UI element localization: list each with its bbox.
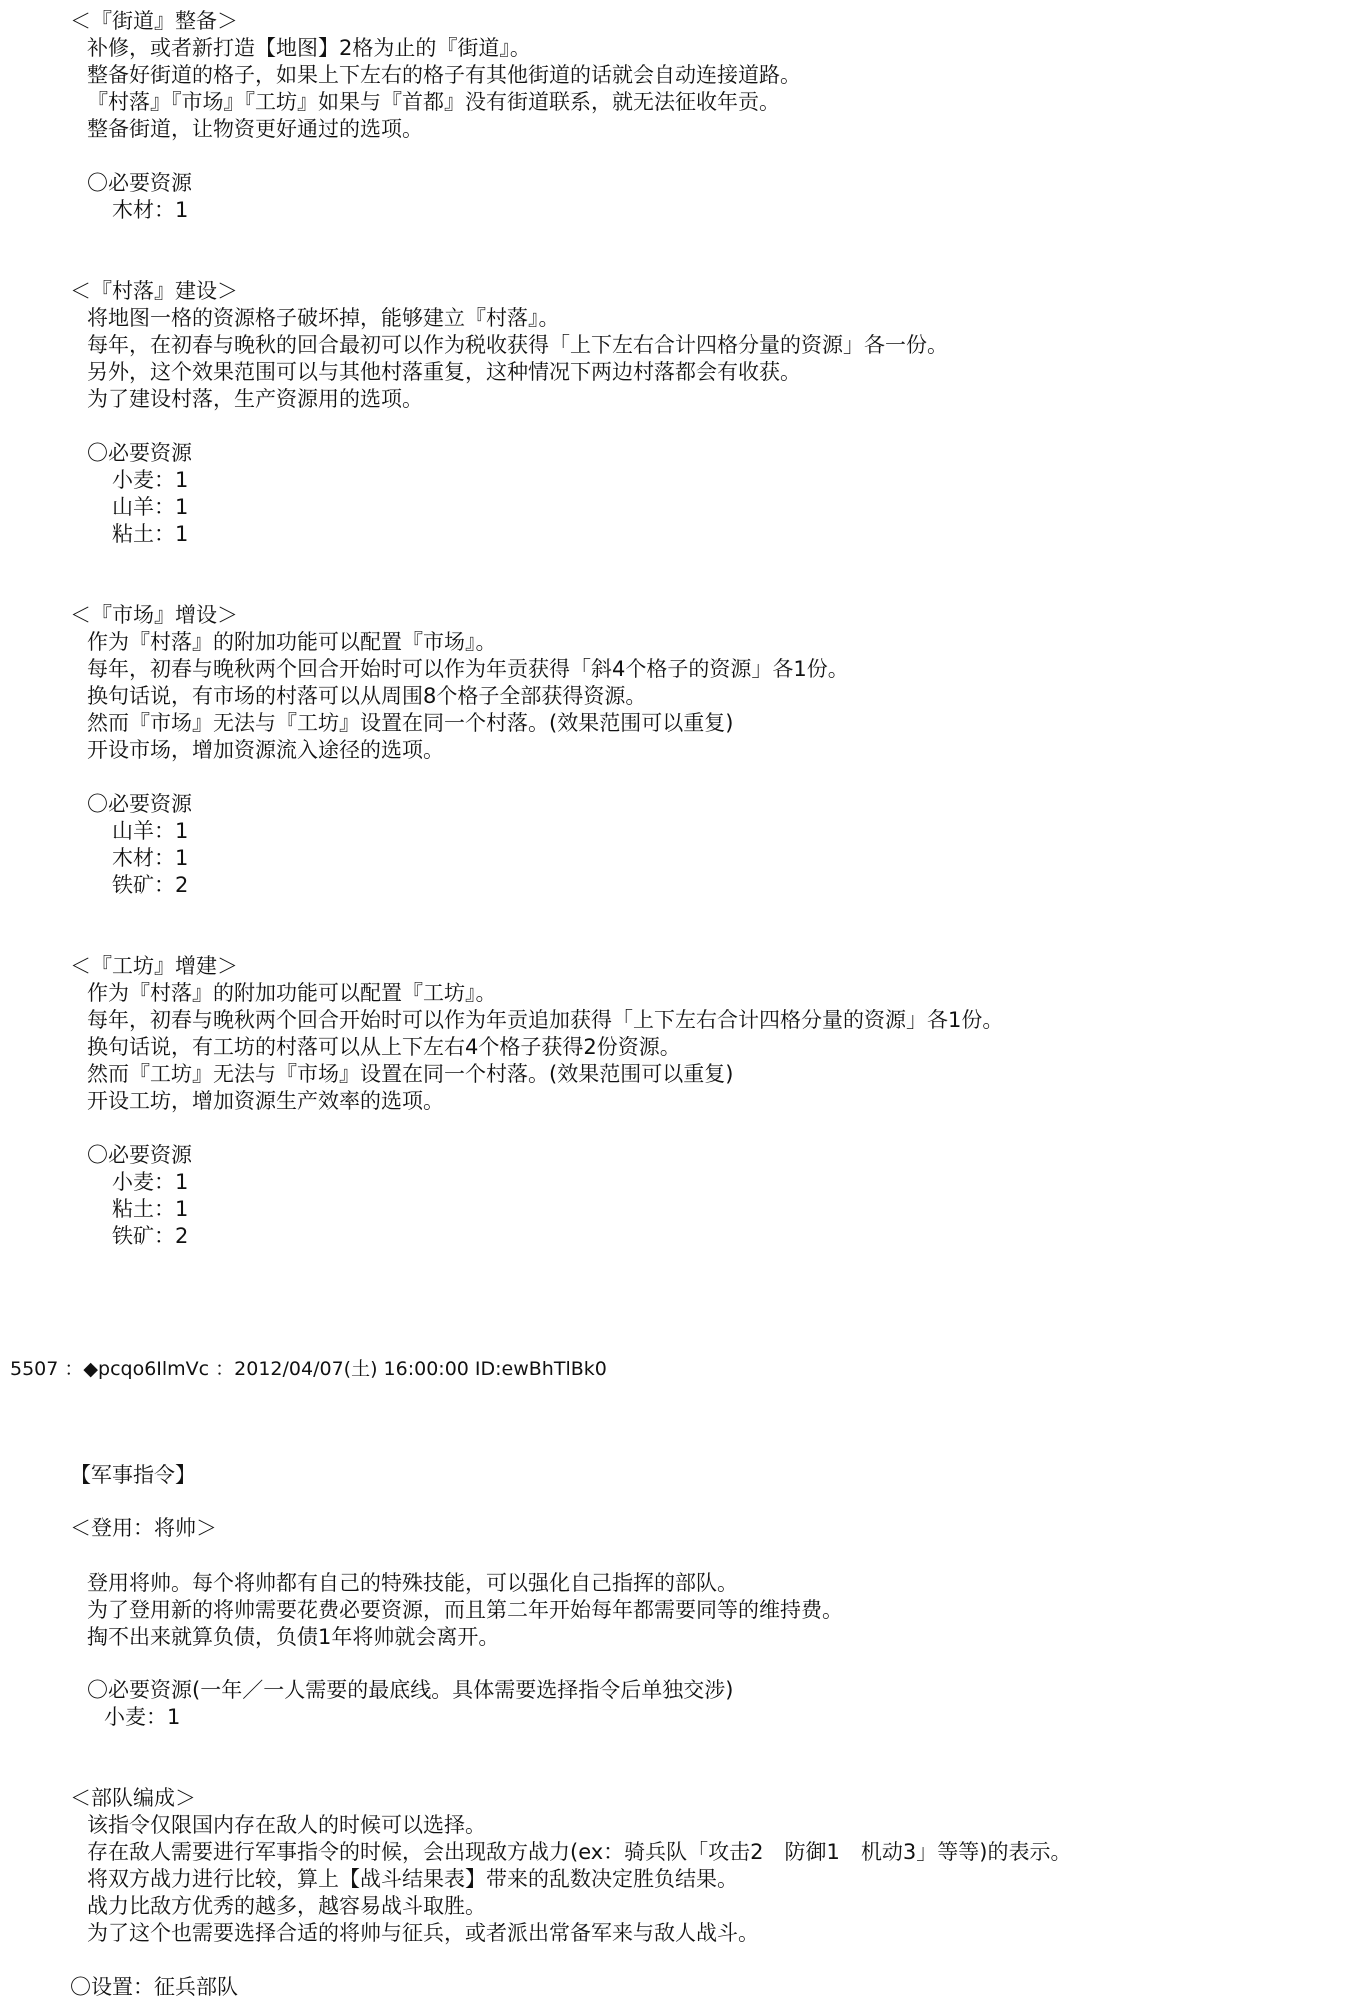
general-resource-1: 小麦：1 [104, 1705, 181, 1729]
section-title-market: ＜『市场』增设＞ [70, 603, 238, 627]
troops-line-5: 为了这个也需要选择合适的将帅与征兵，或者派出常备军来与敌人战斗。 [87, 1921, 759, 1945]
village-resources-label: 〇必要资源 [87, 441, 192, 465]
market-resource-1: 山羊：1 [112, 819, 189, 843]
market-line-2: 每年，初春与晚秋两个回合开始时可以作为年贡获得「斜4个格子的资源」各1份。 [87, 657, 849, 681]
village-line-4: 为了建设村落，生产资源用的选项。 [87, 387, 423, 411]
workshop-line-4: 然而『工坊』无法与『市场』设置在同一个村落。(效果范围可以重复) [87, 1062, 734, 1086]
workshop-line-5: 开设工坊，增加资源生产效率的选项。 [87, 1089, 444, 1113]
workshop-line-3: 换句话说，有工坊的村落可以从上下左右4个格子获得2份资源。 [87, 1035, 681, 1059]
section-title-roads: ＜『街道』整备＞ [70, 9, 238, 33]
workshop-resource-1: 小麦：1 [112, 1170, 189, 1194]
troops-line-4: 战力比敌方优秀的越多，越容易战斗取胜。 [87, 1894, 486, 1918]
troops-line-1: 该指令仅限国内存在敌人的时候可以选择。 [87, 1813, 486, 1837]
section-title-workshop: ＜『工坊』增建＞ [70, 954, 238, 978]
market-resource-3: 铁矿：2 [112, 873, 189, 897]
market-line-5: 开设市场，增加资源流入途径的选项。 [87, 738, 444, 762]
village-resource-1: 小麦：1 [112, 468, 189, 492]
post-header: 5507 ：◆pcqo6IlmVc ：2012/04/07(土) 16:00:00 ID:ewBhTlBk0 [10, 1358, 607, 1380]
market-line-4: 然而『市场』无法与『工坊』设置在同一个村落。(效果范围可以重复) [87, 711, 734, 735]
village-line-2: 每年，在初春与晚秋的回合最初可以作为税收获得「上下左右合计四格分量的资源」各一份。 [87, 333, 948, 357]
market-resources-label: 〇必要资源 [87, 792, 192, 816]
general-line-3: 掏不出来就算负债，负债1年将帅就会离开。 [87, 1625, 500, 1649]
general-line-1: 登用将帅。每个将帅都有自己的特殊技能，可以强化自己指挥的部队。 [87, 1571, 738, 1595]
workshop-line-2: 每年，初春与晚秋两个回合开始时可以作为年贡追加获得「上下左右合计四格分量的资源」各1份。 [87, 1008, 1004, 1032]
troops-line-2: 存在敌人需要进行军事指令的时候，会出现敌方战力(ex：骑兵队「攻击2 防御1 机动3」等等)的表示。 [87, 1840, 1072, 1864]
troops-setting-label: 〇设置：征兵部队 [70, 1975, 238, 1999]
roads-line-2: 整备好街道的格子，如果上下左右的格子有其他街道的话就会自动连接道路。 [87, 63, 801, 87]
military-title: 【军事指令】 [70, 1463, 196, 1487]
village-resource-2: 山羊：1 [112, 495, 189, 519]
roads-resource-1: 木材：1 [112, 198, 189, 222]
village-resource-3: 粘土：1 [112, 522, 189, 546]
section-title-troops: ＜部队编成＞ [70, 1786, 196, 1810]
workshop-resource-3: 铁矿：2 [112, 1224, 189, 1248]
workshop-resources-label: 〇必要资源 [87, 1143, 192, 1167]
workshop-line-1: 作为『村落』的附加功能可以配置『工坊』。 [87, 981, 497, 1005]
market-line-3: 换句话说，有市场的村落可以从周围8个格子全部获得资源。 [87, 684, 647, 708]
workshop-resource-2: 粘土：1 [112, 1197, 189, 1221]
market-resource-2: 木材：1 [112, 846, 189, 870]
general-resources-label: 〇必要资源(一年／一人需要的最底线。具体需要选择指令后单独交涉) [87, 1678, 734, 1702]
roads-line-1: 补修，或者新打造【地图】2格为止的『街道』。 [87, 36, 531, 60]
market-line-1: 作为『村落』的附加功能可以配置『市场』。 [87, 630, 497, 654]
section-title-village: ＜『村落』建设＞ [70, 279, 238, 303]
village-line-3: 另外，这个效果范围可以与其他村落重复，这种情况下两边村落都会有收获。 [87, 360, 801, 384]
roads-resources-label: 〇必要资源 [87, 171, 192, 195]
troops-line-3: 将双方战力进行比较，算上【战斗结果表】带来的乱数决定胜负结果。 [87, 1867, 738, 1891]
general-line-2: 为了登用新的将帅需要花费必要资源，而且第二年开始每年都需要同等的维持费。 [87, 1598, 843, 1622]
roads-line-4: 整备街道，让物资更好通过的选项。 [87, 117, 423, 141]
roads-line-3: 『村落』『市场』『工坊』如果与『首都』没有街道联系，就无法征收年贡。 [87, 90, 780, 114]
section-title-general: ＜登用：将帅＞ [70, 1516, 217, 1540]
village-line-1: 将地图一格的资源格子破坏掉，能够建立『村落』。 [87, 306, 560, 330]
